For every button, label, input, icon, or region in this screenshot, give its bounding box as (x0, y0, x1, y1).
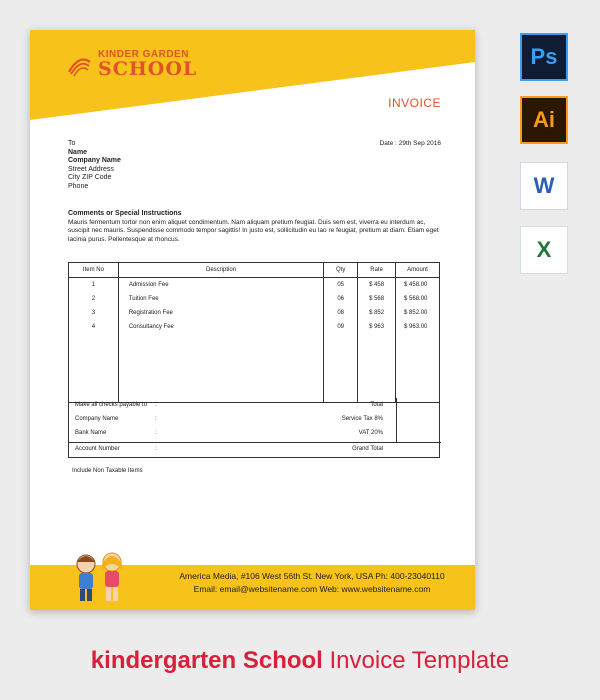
excel-icon (520, 226, 568, 274)
table-row-empty (69, 334, 440, 403)
word-icon (520, 162, 568, 210)
recipient-city: City ZIP Code (68, 174, 112, 181)
cell-desc: Admission Fee (118, 278, 323, 293)
logo-line2: SCHOOL (98, 58, 198, 80)
to-label: To (68, 140, 76, 147)
cell-rate: $ 852 (358, 306, 396, 320)
grand-total-divider (69, 442, 441, 443)
cell-qty: 08 (324, 306, 358, 320)
cell-amount: $ 458.00 (396, 278, 440, 293)
header-qty: Qty (324, 263, 358, 278)
payable-colon: : (155, 402, 157, 408)
cell-rate: $ 458 (358, 278, 396, 293)
cell-desc: Consultancy Fee (118, 320, 323, 334)
recipient-company: Company Name (68, 157, 121, 164)
illustrator-icon (520, 96, 568, 144)
header-description: Description (118, 263, 323, 278)
headline-part2: Invoice Template (329, 647, 510, 674)
cell-desc: Tuition Fee (118, 292, 323, 306)
cell-rate: $ 568 (358, 292, 396, 306)
invoice-title: INVOICE (388, 96, 441, 110)
non-taxable-note: Include Non Taxable Items (72, 468, 143, 474)
cell-rate: $ 963 (358, 320, 396, 334)
recipient-phone: Phone (68, 182, 89, 190)
cell-item: 3 (69, 306, 119, 320)
cell-desc: Registration Fee (118, 306, 323, 320)
payment-totals-box (68, 398, 440, 458)
table-header-row (69, 263, 440, 278)
cell-amount: $ 568.00 (396, 292, 440, 306)
comments-heading: Comments or Special Instructions (68, 210, 182, 217)
page-headline (0, 647, 600, 675)
grand-total-label: Grand Total (352, 446, 383, 452)
kids-illustration (64, 540, 134, 610)
payable-label: Make all checks payable to (75, 402, 148, 408)
cell-item: 1 (69, 278, 119, 293)
footer-address-block (152, 570, 472, 596)
account-colon: : (155, 446, 157, 452)
cell-qty: 09 (324, 320, 358, 334)
comments-body: Mauris fermentum tortor non enim aliquet condimentum. Nam aliquam pretium feugiat. Duis sem est, viverra eu interdum ac, suscipit nec mauris. Suspendisse commodo tempor sagittis! In justo est, sollicitudin eu lao re feugiat, pretium at diam. Etiam eget lacinia purus. Pellentesque at rhoncus. (68, 218, 439, 243)
photoshop-icon (520, 33, 568, 81)
word-label: W (533, 173, 555, 198)
table-row (69, 278, 440, 293)
header-rate: Rate (358, 263, 396, 278)
cell-amount: $ 852.00 (396, 306, 440, 320)
account-number-label: Account Number (75, 446, 120, 452)
footer-address: America Media, #106 West 56th St. New York, USA Ph: 400-23040110 (179, 571, 445, 581)
total-label: Total (370, 402, 383, 408)
company-colon: : (155, 416, 157, 422)
header-item-no: Item No (69, 263, 119, 278)
bank-name-label: Bank Name (75, 430, 107, 436)
company-name-label: Company Name (75, 416, 119, 422)
school-logo (66, 50, 197, 79)
service-tax-label: Service Tax 8% (341, 416, 383, 422)
header-amount: Amount (396, 263, 440, 278)
bank-colon: : (155, 430, 157, 436)
excel-label: X (536, 237, 552, 262)
sun-swirl-icon (66, 52, 92, 78)
table-row (69, 292, 440, 306)
totals-divider (396, 398, 397, 442)
recipient-street: Street Address (68, 165, 114, 173)
footer-contact: Email: email@websitename.com Web: www.websitename.com (193, 584, 431, 594)
cell-item: 2 (69, 292, 119, 306)
comments-block (68, 210, 440, 244)
photoshop-label: Ps (530, 44, 558, 69)
headline-part1: kindergarten School (90, 647, 323, 674)
vat-label: VAT 20% (358, 430, 383, 436)
items-table (68, 262, 440, 403)
logo-line1: KINDER GARDEN (98, 49, 189, 60)
recipient-block (68, 140, 121, 191)
table-row (69, 306, 440, 320)
cell-qty: 05 (324, 278, 358, 293)
table-row (69, 320, 440, 334)
invoice-document (30, 30, 475, 610)
cell-amount: $ 963.00 (396, 320, 440, 334)
cell-item: 4 (69, 320, 119, 334)
recipient-name: Name (68, 148, 88, 156)
cell-qty: 06 (324, 292, 358, 306)
illustrator-label: Ai (533, 107, 555, 132)
invoice-date: Date : 29th Sep 2016 (379, 140, 441, 147)
